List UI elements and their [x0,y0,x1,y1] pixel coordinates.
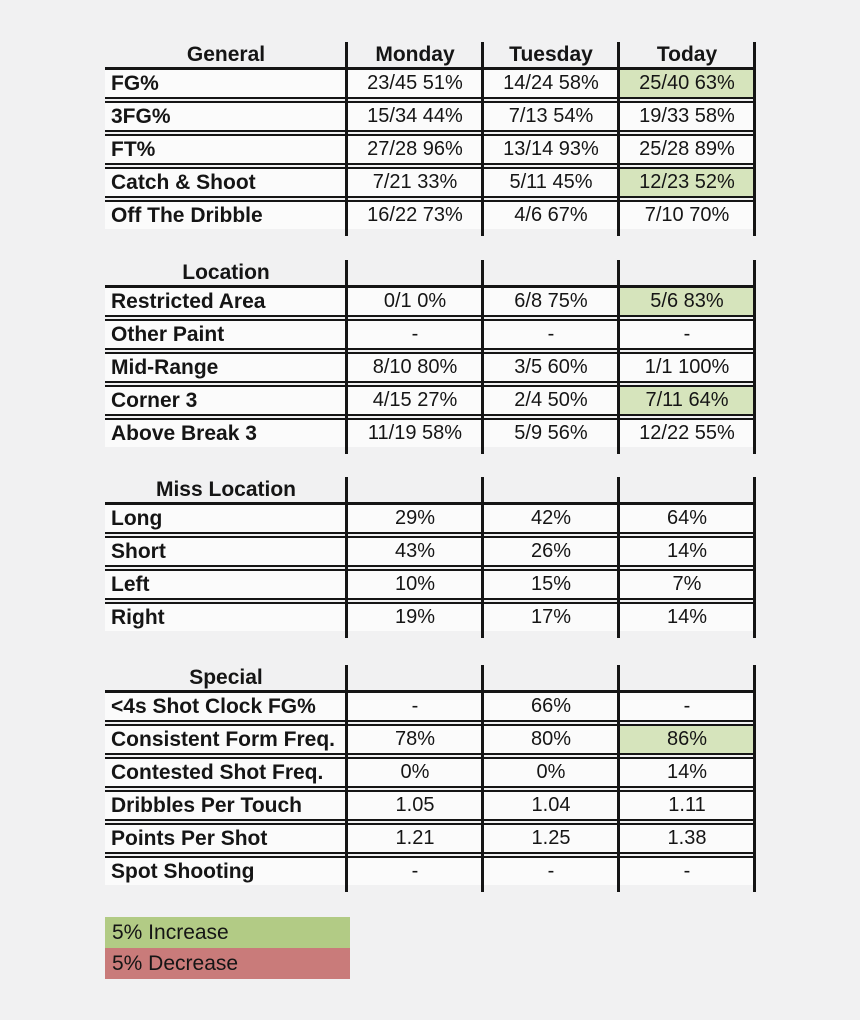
stat-cell: 12/23 52% [619,169,755,196]
col-header-empty [347,260,483,285]
column-divider [617,260,620,454]
stat-cell: 7/10 70% [644,204,730,226]
color-legend [105,917,350,979]
row-label: 3FG% [111,104,171,128]
legend-decrease: 5% Decrease [105,948,350,979]
stat-cell: 3/5 60% [514,356,588,378]
row-label: FG% [111,71,159,95]
column-divider [617,477,620,638]
stat-cell: 7/13 54% [508,105,594,127]
row-label: Long [111,506,163,530]
row-label: Other Paint [111,322,225,346]
table-row [105,418,755,447]
column-divider [481,42,484,236]
column-divider [753,260,756,454]
table-row [105,569,755,600]
stat-cell: 0/1 0% [383,290,447,312]
stat-cell: 1.04 [531,794,571,816]
stat-cell: 17% [530,606,572,628]
row-label: Catch & Shoot [111,170,256,194]
stat-cell: - [683,323,691,345]
row-label: Right [111,605,165,629]
stat-cell: 6/8 75% [514,290,588,312]
stat-cell: 10% [394,573,436,595]
table-row [105,352,755,383]
stat-cell: 1.11 [668,794,706,816]
column-divider [481,477,484,638]
stat-cell: 27/28 96% [367,138,463,160]
stat-cell: - [547,323,555,345]
stat-cell: 7/21 33% [372,171,458,193]
stat-cell: 14/24 58% [503,72,599,94]
table-row [105,536,755,567]
table-row [105,70,755,99]
col-header-empty [483,665,619,690]
column-divider [481,260,484,454]
row-label: Above Break 3 [111,421,257,445]
stat-cell: - [411,695,419,717]
stat-cell: 13/14 93% [503,138,599,160]
table-row [105,134,755,165]
stat-cell: 43% [394,540,436,562]
section-title-general: General [186,42,266,66]
row-label: Left [111,572,150,596]
row-label: Dribbles Per Touch [111,793,302,817]
stat-cell: - [547,860,555,882]
stat-cell: 25/28 89% [639,138,735,160]
row-label: Restricted Area [111,289,266,313]
stat-cell: 78% [394,728,436,750]
column-divider [345,665,348,892]
column-divider [753,477,756,638]
stat-cell: 14% [666,606,708,628]
stat-cell: 12/22 55% [639,422,735,444]
column-divider [753,42,756,236]
stat-cell: 42% [530,507,572,529]
row-label: Off The Dribble [111,203,263,227]
col-header-empty [347,665,483,690]
stat-cell: 15/34 44% [367,105,463,127]
section-title-location: Location [182,260,270,284]
stat-cell: 2/4 50% [514,389,588,411]
col-header-empty [619,665,755,690]
stat-cell: 0% [536,761,566,783]
table-row [105,693,755,722]
stat-cell: 80% [530,728,572,750]
row-label: Mid-Range [111,355,219,379]
table-row [105,505,755,534]
table-header-row [105,260,755,288]
col-header-monday: Monday [375,42,455,66]
col-header-empty [483,260,619,285]
row-label: Consistent Form Freq. [111,727,336,751]
stat-cell: 5/9 56% [514,422,588,444]
col-header-today: Today [656,42,718,66]
table-header-row [105,42,755,70]
stat-cell: 5/11 45% [509,171,593,193]
col-header-empty [619,477,755,502]
column-divider [753,665,756,892]
stat-cell: 1/1 100% [644,356,730,378]
stat-cell: - [411,323,419,345]
row-label: Spot Shooting [111,859,255,883]
column-divider [617,665,620,892]
stats-table-special [105,665,755,885]
table-row [105,602,755,631]
column-divider [345,477,348,638]
col-header-empty [347,477,483,502]
row-label: Contested Shot Freq. [111,760,324,784]
table-row [105,724,755,755]
stat-cell: - [683,695,691,717]
stat-cell: 7% [672,573,702,595]
stat-cell: 19/33 58% [639,105,735,127]
stat-cell: 1.05 [395,794,435,816]
row-label: FT% [111,137,156,161]
stat-cell: 15% [530,573,572,595]
table-header-row [105,477,755,505]
table-row [105,288,755,317]
column-divider [345,42,348,236]
stat-cell: 14% [666,761,708,783]
column-divider [481,665,484,892]
table-row [105,856,755,885]
stat-cell: 1.25 [531,827,571,849]
stat-cell: 5/6 83% [619,288,755,315]
stat-cell: 86% [619,726,755,753]
stat-cell: 29% [394,507,436,529]
table-header-row [105,665,755,693]
row-label: Corner 3 [111,388,198,412]
row-label: Points Per Shot [111,826,268,850]
section-title-miss-location: Miss Location [155,477,297,501]
table-row [105,200,755,229]
stat-cell: 4/15 27% [372,389,458,411]
stats-table-miss-location [105,477,755,631]
col-header-tuesday: Tuesday [509,42,593,66]
stat-cell: - [683,860,691,882]
table-row [105,757,755,788]
stats-table-general [105,42,755,229]
stat-cell: 14% [666,540,708,562]
stat-cell: 0% [400,761,430,783]
stat-cell: 11/19 58% [367,422,463,444]
column-divider [617,42,620,236]
table-row [105,385,755,416]
legend-increase: 5% Increase [105,917,350,948]
table-row [105,319,755,350]
stat-cell: 16/22 73% [367,204,463,226]
table-row [105,101,755,132]
table-row [105,823,755,854]
stat-cell: 64% [666,507,708,529]
stat-cell: 19% [394,606,436,628]
stats-table-location [105,260,755,447]
stat-cell: 1.21 [395,827,435,849]
table-row [105,790,755,821]
col-header-empty [619,260,755,285]
stat-cell: 4/6 67% [514,204,588,226]
column-divider [345,260,348,454]
stat-cell: 1.38 [667,827,707,849]
col-header-empty [483,477,619,502]
row-label: <4s Shot Clock FG% [111,694,316,718]
stat-cell: 25/40 63% [619,70,755,97]
stat-cell: 23/45 51% [367,72,463,94]
stat-cell: 7/11 64% [619,387,755,414]
section-title-special: Special [189,665,263,689]
table-row [105,167,755,198]
row-label: Short [111,539,166,563]
stat-cell: 26% [530,540,572,562]
stat-cell: 66% [530,695,572,717]
stat-cell: - [411,860,419,882]
stat-cell: 8/10 80% [372,356,458,378]
